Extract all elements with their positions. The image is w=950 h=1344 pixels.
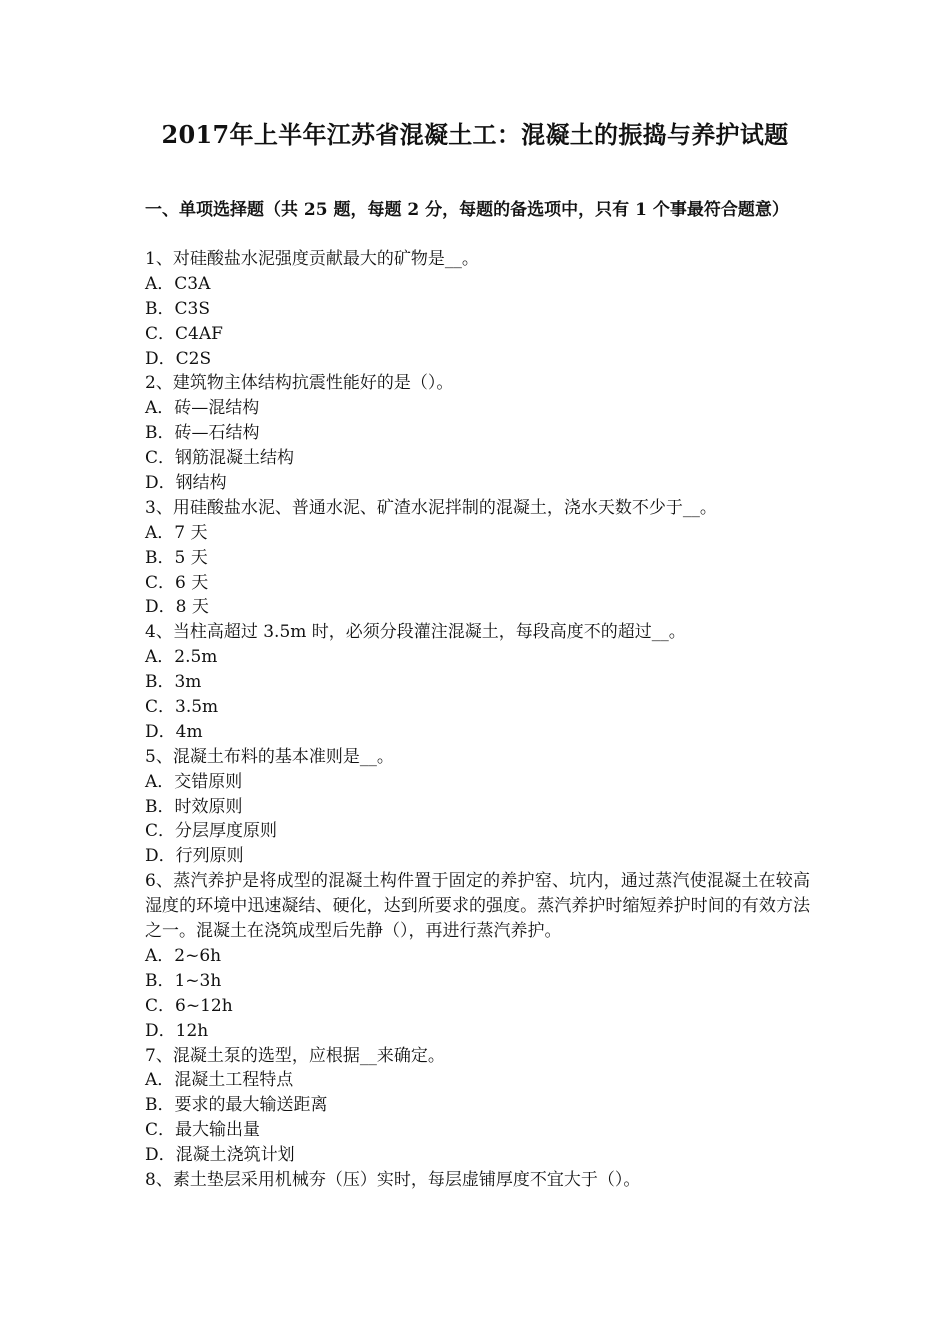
option-a: A．7 天 <box>145 522 208 543</box>
question-stem: 6、蒸汽养护是将成型的混凝土构件置于固定的养护窑、坑内，通过蒸汽使混凝土在较高湿度的环境中迅速凝结、硬化，达到所要求的强度。蒸汽养护时缩短养护时间的有效方法之一。混凝土在浇筑成型后先静（），再进行蒸汽养护。 <box>145 871 810 942</box>
option-d: D．8 天 <box>145 597 209 618</box>
question-stem: 2、建筑物主体结构抗震性能好的是（）。 <box>145 373 454 394</box>
option-b: B．时效原则 <box>145 796 243 817</box>
option-a: A．交错原则 <box>145 771 243 792</box>
option-b: B．5 天 <box>145 547 208 568</box>
option-b: B．3m <box>145 672 202 693</box>
question-stem: 4、当柱高超过 3.5m 时，必须分段灌注混凝土，每段高度不的超过__。 <box>145 622 686 643</box>
option-c: C．3.5m <box>145 697 219 718</box>
question-stem: 7、混凝土泵的选型，应根据__来确定。 <box>145 1045 445 1066</box>
option-a: A．砖—混结构 <box>145 398 260 419</box>
option-c: C．最大输出量 <box>145 1120 261 1141</box>
option-b: B．砖—石结构 <box>145 423 260 444</box>
question-stem: 1、对硅酸盐水泥强度贡献最大的矿物是__。 <box>145 249 479 269</box>
option-c: C．钢筋混凝土结构 <box>145 448 295 469</box>
option-c: C．分层厚度原则 <box>145 821 278 842</box>
option-d: D．4m <box>145 721 203 742</box>
option-d: D．行列原则 <box>145 846 244 867</box>
section-heading: 一、单项选择题（共 25 题，每题 2 分，每题的备选项中，只有 1 个事最符合题意） <box>145 200 789 220</box>
document-title: 2017年上半年江苏省混凝土工：混凝土的振捣与养护试题 <box>161 120 789 149</box>
option-d: D．12h <box>145 1020 209 1041</box>
option-d: D．钢结构 <box>145 473 227 494</box>
option-b: B．C3S <box>145 298 210 319</box>
option-a: A．混凝土工程特点 <box>145 1070 294 1091</box>
option-b: B．1~3h <box>145 970 222 991</box>
option-a: A．2.5m <box>145 647 218 668</box>
option-c: C．C4AF <box>145 323 223 344</box>
question-stem: 8、素土垫层采用机械夯（压）实时，每层虚铺厚度不宜大于（）。 <box>145 1170 641 1190</box>
question-stem: 3、用硅酸盐水泥、普通水泥、矿渣水泥拌制的混凝土，浇水天数不少于__。 <box>145 497 717 518</box>
option-c: C．6~12h <box>145 995 233 1016</box>
option-d: D．混凝土浇筑计划 <box>145 1145 295 1166</box>
option-a: A．C3A <box>145 273 211 294</box>
question-stem: 5、混凝土布料的基本准则是__。 <box>145 746 394 767</box>
option-b: B．要求的最大输送距离 <box>145 1095 328 1116</box>
option-a: A．2~6h <box>145 945 222 966</box>
option-d: D．C2S <box>145 348 212 369</box>
option-c: C．6 天 <box>145 572 209 593</box>
question-list <box>145 247 810 1193</box>
